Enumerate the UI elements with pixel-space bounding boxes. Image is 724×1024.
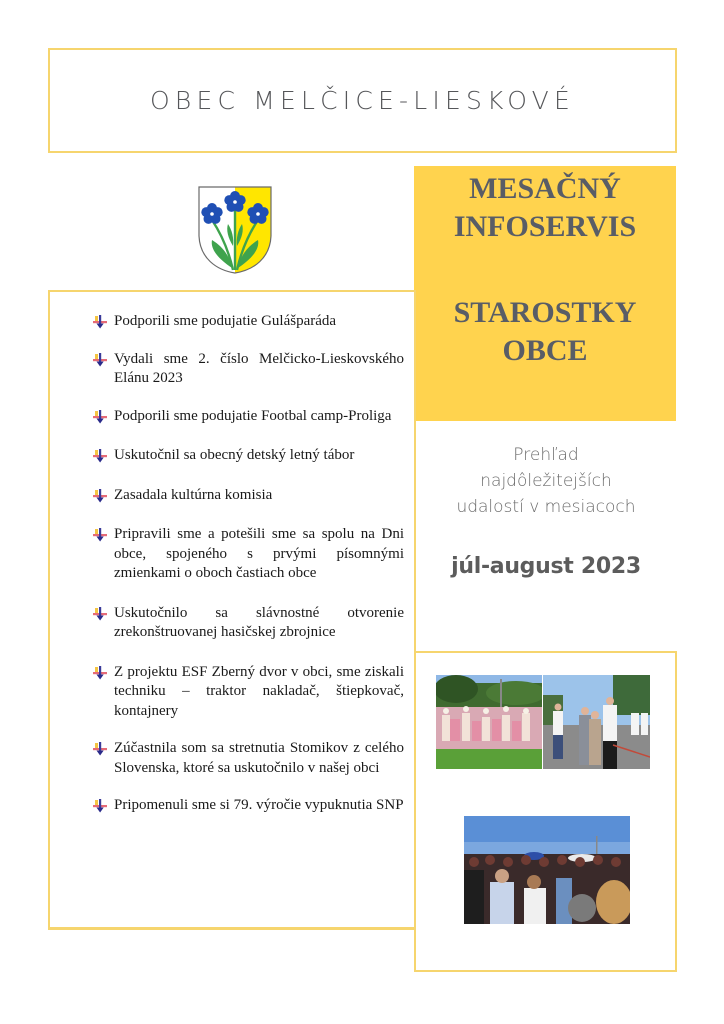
event-text: Podporili sme podujatie Gulášparáda xyxy=(114,313,337,329)
infoservis-title-box xyxy=(414,166,676,421)
period-label: júl-august 2023 xyxy=(451,554,641,579)
event-text: Z projektu ESF Zberný dvor v obci, sme ziskali techniku – traktor nakladač, štiepkovač, kontajnery xyxy=(114,663,404,719)
event-text: Zúčastnila som sa stretnutia Stomikov z celého Slovenska, ktoré sa uskutočnilo v našej obci xyxy=(114,740,404,776)
photo-group-on-grass xyxy=(436,675,542,769)
arrow-down-bullet-icon xyxy=(92,528,108,542)
coat-of-arms-icon xyxy=(196,184,274,276)
event-text: Uskutočnil sa obecný detský letný tábor xyxy=(114,447,355,463)
subtitle-line-1: Prehľad xyxy=(513,445,579,465)
photo-fire-station-opening xyxy=(543,675,650,769)
subtitle-line-2: najdôležitejších xyxy=(480,471,612,491)
event-text: Uskutočnilo sa slávnostné otvorenie zrekonštruovanej hasičskej zbrojnice xyxy=(114,604,404,640)
municipality-title: OBEC MELČICE-LIESKOVÉ xyxy=(150,86,575,115)
events-panel xyxy=(48,290,416,930)
event-item xyxy=(92,486,404,506)
event-item xyxy=(92,739,404,778)
event-text: Pripravili sme a potešili sme sa spolu na Dni obce, spojeného s prvými písomnými zmienkami o oboch častiach obce xyxy=(114,526,404,581)
event-item xyxy=(92,312,404,332)
overview-panel xyxy=(414,420,676,652)
title-line-4: OBCE xyxy=(502,334,588,367)
arrow-down-bullet-icon xyxy=(92,607,108,621)
event-item xyxy=(92,350,404,389)
event-item xyxy=(92,604,404,643)
arrow-down-bullet-icon xyxy=(92,315,108,329)
subtitle-line-3: udalostí v mesiacoch xyxy=(456,497,636,517)
title-line-2: INFOSERVIS xyxy=(453,210,637,243)
event-text: Podporili sme podujatie Footbal camp-Proliga xyxy=(114,407,392,424)
event-item xyxy=(92,525,404,584)
events-list xyxy=(92,312,404,816)
arrow-down-bullet-icon xyxy=(92,799,108,813)
event-text: Vydali sme 2. číslo Melčicko-Lieskovského Elánu 2023 xyxy=(114,350,404,386)
event-item xyxy=(92,796,404,816)
title-line-1: MESAČNÝ xyxy=(469,172,621,205)
event-text: Pripomenuli sme si 79. výročie vypuknutia SNP xyxy=(114,797,404,813)
arrow-down-bullet-icon xyxy=(92,742,108,756)
overview-subtitle xyxy=(416,442,676,520)
arrow-down-bullet-icon xyxy=(92,666,108,680)
arrow-down-bullet-icon xyxy=(92,449,108,463)
arrow-down-bullet-icon xyxy=(92,410,108,424)
photo-panel xyxy=(414,651,677,972)
event-item xyxy=(92,446,404,466)
arrow-down-bullet-icon xyxy=(92,353,108,367)
event-item xyxy=(92,663,404,722)
arrow-down-bullet-icon xyxy=(92,489,108,503)
photo-crowd-village-days xyxy=(464,816,630,924)
event-text: Zasadala kultúrna komisia xyxy=(114,486,273,503)
header-box xyxy=(48,48,677,153)
event-item xyxy=(92,407,404,427)
title-line-3: STAROSTKY xyxy=(453,296,637,329)
